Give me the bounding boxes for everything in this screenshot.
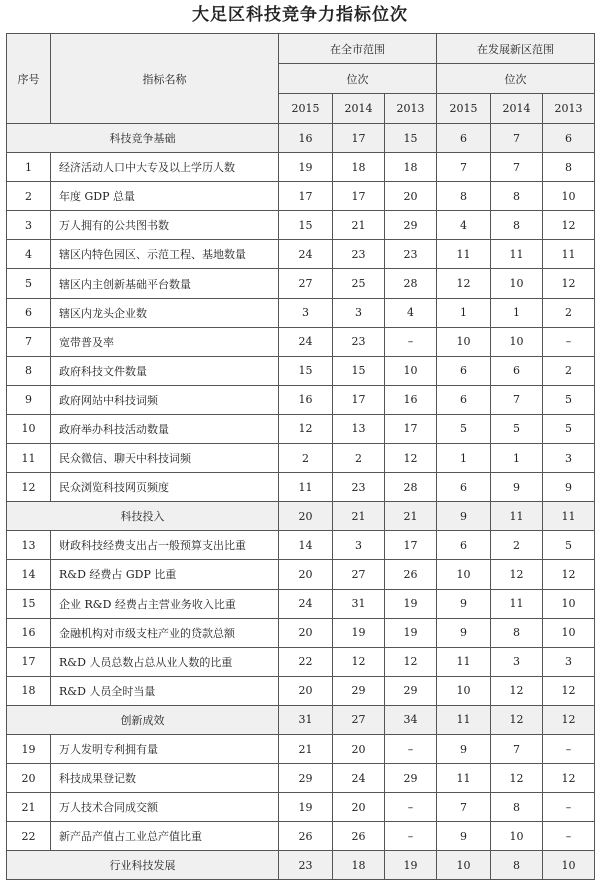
rank-value: 23 — [333, 240, 385, 269]
rank-value: – — [543, 793, 595, 822]
row-number: 16 — [7, 618, 51, 647]
rank-value: – — [385, 327, 437, 356]
table-row — [7, 734, 595, 763]
rank-value: 3 — [279, 298, 333, 327]
rank-value: 28 — [385, 269, 437, 298]
header-no: 序号 — [7, 34, 51, 124]
indicator-name: 辖区内主创新基础平台数量 — [51, 269, 279, 298]
rank-value: 7 — [437, 153, 491, 182]
row-number: 4 — [7, 240, 51, 269]
indicator-name: 政府网站中科技词频 — [51, 385, 279, 414]
table-row — [7, 327, 595, 356]
rank-value: 17 — [279, 182, 333, 211]
row-number: 1 — [7, 153, 51, 182]
rank-value: 22 — [279, 647, 333, 676]
rank-value: 9 — [491, 473, 543, 502]
rank-value: 20 — [333, 793, 385, 822]
table-row — [7, 211, 595, 240]
rank-value: 12 — [491, 705, 543, 734]
rank-value: 9 — [437, 502, 491, 531]
rank-value: 3 — [491, 647, 543, 676]
rank-value: 5 — [437, 414, 491, 443]
rank-value: 4 — [385, 298, 437, 327]
rank-value: – — [543, 822, 595, 851]
rank-value: 17 — [333, 182, 385, 211]
rank-value: – — [543, 327, 595, 356]
rank-value: 8 — [437, 182, 491, 211]
rank-value: 17 — [333, 385, 385, 414]
table-row — [7, 676, 595, 705]
rank-value: 19 — [385, 618, 437, 647]
rank-value: 7 — [491, 153, 543, 182]
rank-value: 12 — [543, 764, 595, 793]
table-row — [7, 793, 595, 822]
rank-value: 16 — [279, 385, 333, 414]
rank-value: 16 — [385, 385, 437, 414]
indicator-name: 年度 GDP 总量 — [51, 182, 279, 211]
indicator-name: 科技成果登记数 — [51, 764, 279, 793]
table-row — [7, 240, 595, 269]
rank-value: 1 — [437, 298, 491, 327]
rank-value: 9 — [543, 473, 595, 502]
indicator-name: R&D 人员全时当量 — [51, 676, 279, 705]
row-number: 7 — [7, 327, 51, 356]
rank-value: 17 — [385, 414, 437, 443]
indicator-name: 经济活动人口中大专及以上学历人数 — [51, 153, 279, 182]
row-number: 11 — [7, 444, 51, 473]
rank-value: 12 — [543, 676, 595, 705]
rank-value: 7 — [491, 734, 543, 763]
indicator-name: 金融机构对市级支柱产业的贷款总额 — [51, 618, 279, 647]
rank-value: 27 — [279, 269, 333, 298]
rank-value: 3 — [543, 647, 595, 676]
rank-value: – — [385, 734, 437, 763]
rank-value: 24 — [279, 327, 333, 356]
header-year: 2013 — [543, 94, 595, 124]
page-title: 大足区科技竞争力指标位次 — [192, 5, 408, 25]
table-body — [7, 124, 595, 880]
rank-value: 2 — [543, 356, 595, 385]
rank-value: 8 — [543, 153, 595, 182]
rank-value: 1 — [437, 444, 491, 473]
rank-value: 23 — [279, 851, 333, 880]
rank-value: 18 — [385, 153, 437, 182]
rank-value: 12 — [385, 647, 437, 676]
rank-value: 19 — [333, 618, 385, 647]
row-number: 5 — [7, 269, 51, 298]
row-number: 6 — [7, 298, 51, 327]
rank-value: 12 — [385, 444, 437, 473]
table-row — [7, 647, 595, 676]
category-row — [7, 124, 595, 153]
rank-value: 34 — [385, 705, 437, 734]
table-row — [7, 560, 595, 589]
rank-value: 10 — [543, 851, 595, 880]
header-name: 指标名称 — [51, 34, 279, 124]
rank-value: 15 — [279, 211, 333, 240]
table-row — [7, 444, 595, 473]
rank-value: 6 — [491, 356, 543, 385]
table-row — [7, 298, 595, 327]
rank-value: 8 — [491, 851, 543, 880]
rank-value: 23 — [333, 473, 385, 502]
row-number: 13 — [7, 531, 51, 560]
rank-value: 7 — [437, 793, 491, 822]
rank-value: 8 — [491, 211, 543, 240]
rank-value: 11 — [279, 473, 333, 502]
rank-value: 9 — [437, 589, 491, 618]
indicator-name: 民众微信、聊天中科技词频 — [51, 444, 279, 473]
rank-value: 10 — [437, 560, 491, 589]
indicator-name: 民众浏览科技网页频度 — [51, 473, 279, 502]
header-district-scope: 在发展新区范围 — [437, 34, 595, 64]
rank-value: 15 — [333, 356, 385, 385]
rank-value: 19 — [279, 793, 333, 822]
rank-value: 15 — [279, 356, 333, 385]
rank-value: 11 — [437, 240, 491, 269]
table-row — [7, 356, 595, 385]
indicator-name: 辖区内特色园区、示范工程、基地数量 — [51, 240, 279, 269]
rank-value: 12 — [491, 764, 543, 793]
category-row — [7, 851, 595, 880]
rank-value: 12 — [333, 647, 385, 676]
ranking-table — [6, 33, 595, 880]
indicator-name: 政府举办科技活动数量 — [51, 414, 279, 443]
rank-value: 9 — [437, 618, 491, 647]
rank-value: 31 — [279, 705, 333, 734]
header-rank-city: 位次 — [279, 64, 437, 94]
rank-value: 11 — [437, 647, 491, 676]
table-row — [7, 822, 595, 851]
indicator-name: 万人技术合同成交额 — [51, 793, 279, 822]
rank-value: 20 — [333, 734, 385, 763]
rank-value: 13 — [333, 414, 385, 443]
rank-value: 17 — [385, 531, 437, 560]
rank-value: 26 — [385, 560, 437, 589]
rank-value: – — [385, 822, 437, 851]
rank-value: 7 — [491, 124, 543, 153]
rank-value: 24 — [333, 764, 385, 793]
table-row — [7, 153, 595, 182]
rank-value: 10 — [437, 327, 491, 356]
rank-value: 27 — [333, 705, 385, 734]
category-row — [7, 502, 595, 531]
indicator-name: 辖区内龙头企业数 — [51, 298, 279, 327]
row-number: 22 — [7, 822, 51, 851]
rank-value: 25 — [333, 269, 385, 298]
rank-value: 18 — [333, 851, 385, 880]
row-number: 14 — [7, 560, 51, 589]
rank-value: 4 — [437, 211, 491, 240]
indicator-name: 政府科技文件数量 — [51, 356, 279, 385]
rank-value: 2 — [333, 444, 385, 473]
rank-value: 3 — [333, 531, 385, 560]
rank-value: 12 — [491, 676, 543, 705]
row-number: 9 — [7, 385, 51, 414]
rank-value: 21 — [385, 502, 437, 531]
rank-value: 2 — [491, 531, 543, 560]
rank-value: 1 — [491, 444, 543, 473]
category-name: 科技投入 — [7, 502, 279, 531]
rank-value: 10 — [543, 182, 595, 211]
rank-value: 18 — [333, 153, 385, 182]
rank-value: 6 — [437, 356, 491, 385]
rank-value: 20 — [279, 502, 333, 531]
rank-value: 11 — [437, 705, 491, 734]
row-number: 2 — [7, 182, 51, 211]
rank-value: 11 — [543, 240, 595, 269]
rank-value: 10 — [437, 851, 491, 880]
rank-value: 11 — [491, 589, 543, 618]
rank-value: 11 — [543, 502, 595, 531]
rank-value: 8 — [491, 182, 543, 211]
rank-value: 19 — [279, 153, 333, 182]
rank-value: 6 — [543, 124, 595, 153]
rank-value: 24 — [279, 589, 333, 618]
table-row — [7, 473, 595, 502]
rank-value: 1 — [491, 298, 543, 327]
category-name: 科技竞争基础 — [7, 124, 279, 153]
rank-value: 5 — [543, 531, 595, 560]
row-number: 18 — [7, 676, 51, 705]
table-row — [7, 269, 595, 298]
rank-value: 24 — [279, 240, 333, 269]
rank-value: 29 — [385, 764, 437, 793]
rank-value: 31 — [333, 589, 385, 618]
indicator-name: 万人拥有的公共图书数 — [51, 211, 279, 240]
rank-value: 15 — [385, 124, 437, 153]
indicator-name: 万人发明专利拥有量 — [51, 734, 279, 763]
header-rank-district: 位次 — [437, 64, 595, 94]
rank-value: 10 — [491, 269, 543, 298]
rank-value: 10 — [543, 618, 595, 647]
header-year: 2014 — [333, 94, 385, 124]
rank-value: 6 — [437, 124, 491, 153]
table-header — [7, 34, 595, 124]
table-row — [7, 764, 595, 793]
indicator-name: 新产品产值占工业总产值比重 — [51, 822, 279, 851]
rank-value: 20 — [279, 618, 333, 647]
rank-value: 19 — [385, 589, 437, 618]
rank-value: 16 — [279, 124, 333, 153]
category-row — [7, 705, 595, 734]
rank-value: 12 — [543, 705, 595, 734]
rank-value: 21 — [333, 502, 385, 531]
rank-value: 11 — [491, 502, 543, 531]
rank-value: 12 — [279, 414, 333, 443]
rank-value: 10 — [491, 327, 543, 356]
header-year: 2014 — [491, 94, 543, 124]
table-row — [7, 618, 595, 647]
rank-value: 5 — [543, 414, 595, 443]
header-city-scope: 在全市范围 — [279, 34, 437, 64]
header-year: 2013 — [385, 94, 437, 124]
header-year: 2015 — [279, 94, 333, 124]
row-number: 12 — [7, 473, 51, 502]
rank-value: 17 — [333, 124, 385, 153]
rank-value: 29 — [333, 676, 385, 705]
rank-value: 8 — [491, 793, 543, 822]
indicator-name: 宽带普及率 — [51, 327, 279, 356]
rank-value: 27 — [333, 560, 385, 589]
table-row — [7, 385, 595, 414]
rank-value: 21 — [279, 734, 333, 763]
rank-value: 7 — [491, 385, 543, 414]
rank-value: 19 — [385, 851, 437, 880]
rank-value: – — [385, 793, 437, 822]
rank-value: 3 — [543, 444, 595, 473]
rank-value: 6 — [437, 531, 491, 560]
rank-value: 2 — [279, 444, 333, 473]
rank-value: 3 — [333, 298, 385, 327]
row-number: 21 — [7, 793, 51, 822]
rank-value: 12 — [437, 269, 491, 298]
indicator-name: 企业 R&D 经费占主营业务收入比重 — [51, 589, 279, 618]
rank-value: 10 — [437, 676, 491, 705]
rank-value: 2 — [543, 298, 595, 327]
row-number: 19 — [7, 734, 51, 763]
rank-value: – — [543, 734, 595, 763]
rank-value: 20 — [279, 676, 333, 705]
rank-value: 20 — [279, 560, 333, 589]
rank-value: 20 — [385, 182, 437, 211]
rank-value: 9 — [437, 822, 491, 851]
rank-value: 23 — [333, 327, 385, 356]
rank-value: 11 — [491, 240, 543, 269]
rank-value: 23 — [385, 240, 437, 269]
rank-value: 29 — [279, 764, 333, 793]
rank-value: 10 — [385, 356, 437, 385]
rank-value: 6 — [437, 385, 491, 414]
rank-value: 21 — [333, 211, 385, 240]
row-number: 17 — [7, 647, 51, 676]
table-row — [7, 589, 595, 618]
rank-value: 12 — [543, 211, 595, 240]
rank-value: 29 — [385, 676, 437, 705]
rank-value: 28 — [385, 473, 437, 502]
rank-value: 5 — [543, 385, 595, 414]
rank-value: 6 — [437, 473, 491, 502]
rank-value: 5 — [491, 414, 543, 443]
row-number: 10 — [7, 414, 51, 443]
header-year: 2015 — [437, 94, 491, 124]
rank-value: 14 — [279, 531, 333, 560]
indicator-name: R&D 人员总数占总从业人数的比重 — [51, 647, 279, 676]
rank-value: 10 — [543, 589, 595, 618]
table-row — [7, 531, 595, 560]
indicator-name: R&D 经费占 GDP 比重 — [51, 560, 279, 589]
row-number: 3 — [7, 211, 51, 240]
indicator-name: 财政科技经费支出占一般预算支出比重 — [51, 531, 279, 560]
rank-value: 12 — [491, 560, 543, 589]
table-row — [7, 182, 595, 211]
row-number: 8 — [7, 356, 51, 385]
rank-value: 10 — [491, 822, 543, 851]
rank-value: 12 — [543, 560, 595, 589]
category-name: 行业科技发展 — [7, 851, 279, 880]
rank-value: 12 — [543, 269, 595, 298]
rank-value: 29 — [385, 211, 437, 240]
rank-value: 8 — [491, 618, 543, 647]
rank-value: 9 — [437, 734, 491, 763]
rank-value: 26 — [333, 822, 385, 851]
category-name: 创新成效 — [7, 705, 279, 734]
row-number: 20 — [7, 764, 51, 793]
rank-value: 11 — [437, 764, 491, 793]
row-number: 15 — [7, 589, 51, 618]
table-row — [7, 414, 595, 443]
rank-value: 26 — [279, 822, 333, 851]
